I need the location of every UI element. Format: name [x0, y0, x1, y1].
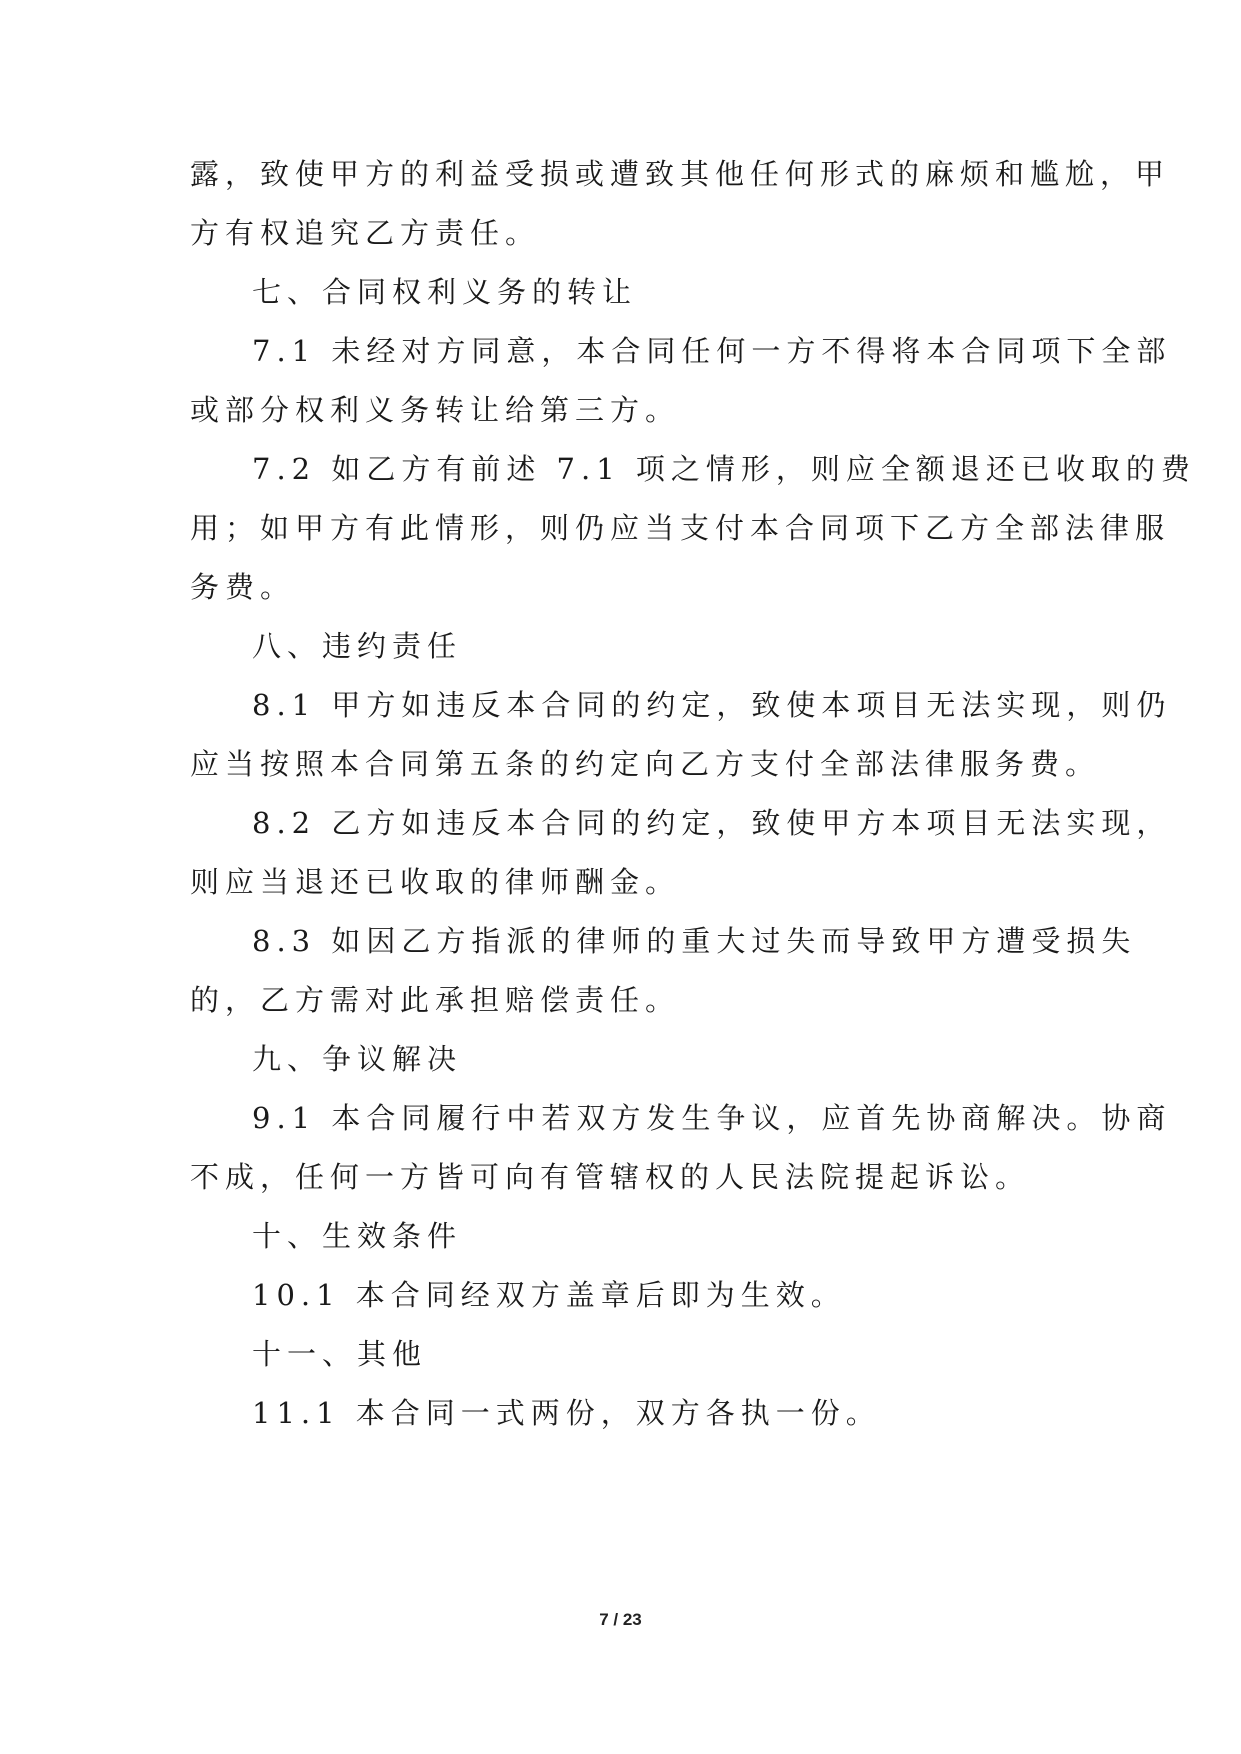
- section-heading: 十、生效条件: [252, 1219, 463, 1253]
- text-line: 应当按照本合同第五条的约定向乙方支付全部法律服务费。: [190, 747, 1101, 781]
- page-number: 7 / 23: [599, 1610, 642, 1629]
- section-heading: 八、违约责任: [252, 629, 463, 663]
- text-line: 露，致使甲方的利益受损或遭致其他任何形式的麻烦和尴尬，甲: [190, 157, 1171, 191]
- text-line: 8.2 乙方如违反本合同的约定，致使甲方本项目无法实现，: [252, 806, 1172, 840]
- text-line: 9.1 本合同履行中若双方发生争议，应首先协商解决。协商: [252, 1101, 1172, 1135]
- text-line: 8.1 甲方如违反本合同的约定，致使本项目无法实现，则仍: [252, 688, 1172, 722]
- text-line: 则应当退还已收取的律师酬金。: [190, 865, 681, 899]
- text-line: 7.1 未经对方同意，本合同任何一方不得将本合同项下全部: [252, 334, 1172, 368]
- text-line: 不成，任何一方皆可向有管辖权的人民法院提起诉讼。: [190, 1160, 1031, 1194]
- text-line: 8.3 如因乙方指派的律师的重大过失而导致甲方遭受损失: [252, 924, 1137, 958]
- text-line: 11.1 本合同一式两份，双方各执一份。: [252, 1396, 881, 1430]
- section-heading: 十一、其他: [252, 1337, 428, 1371]
- text-line: 10.1 本合同经双方盖章后即为生效。: [252, 1278, 846, 1312]
- text-line: 的，乙方需对此承担赔偿责任。: [190, 983, 681, 1017]
- text-line: 用；如甲方有此情形，则仍应当支付本合同项下乙方全部法律服: [190, 511, 1171, 545]
- text-line: 7.2 如乙方有前述 7.1 项之情形，则应全额退还已收取的费: [252, 452, 1196, 486]
- text-line: 方有权追究乙方责任。: [190, 216, 541, 250]
- text-line: 或部分权利义务转让给第三方。: [190, 393, 681, 427]
- section-heading: 七、合同权利义务的转让: [252, 275, 638, 309]
- section-heading: 九、争议解决: [252, 1042, 463, 1076]
- text-line: 务费。: [190, 570, 296, 604]
